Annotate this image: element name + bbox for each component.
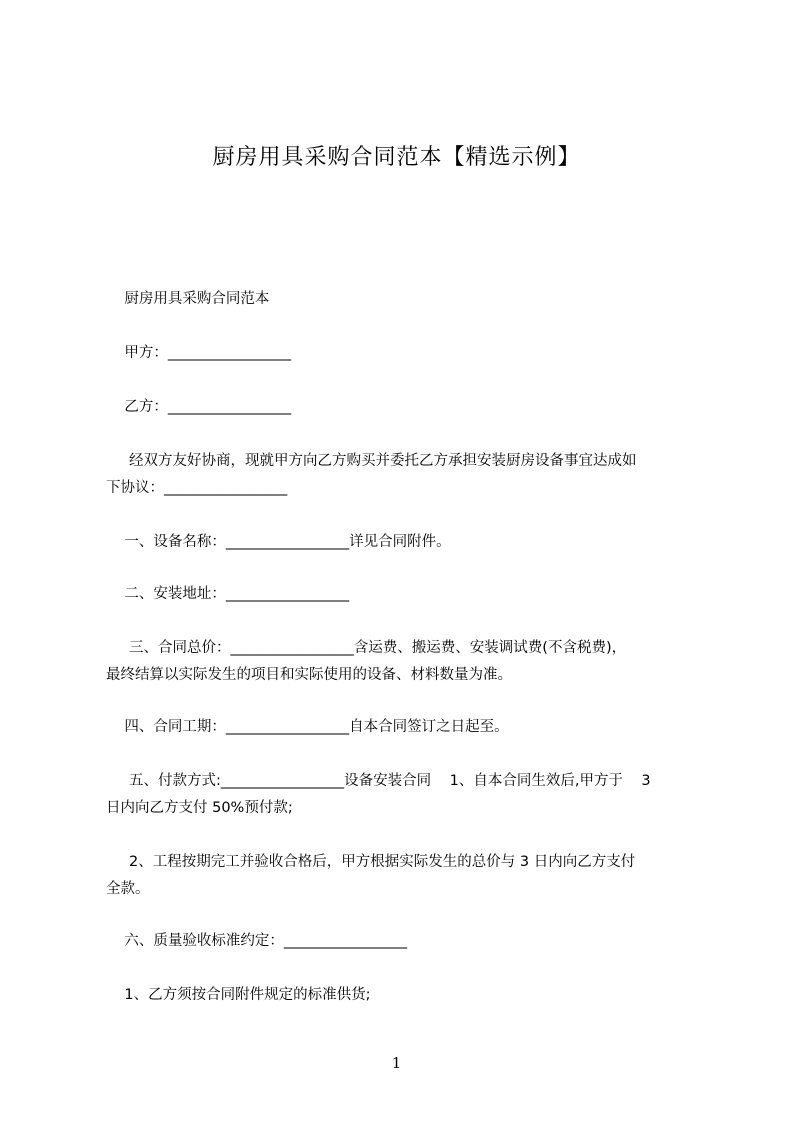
text-line: 五、付款方式:_________________设备安装合同 1、自本合同生效后,甲方于 3 [106,773,651,789]
text-line: 四、合同工期：_________________自本合同签订之日起至。 [106,719,509,735]
document-title: 厨房用具采购合同范本【精选示例】 [212,145,581,170]
text-line: 全款。 [106,881,150,897]
text-line: 1、乙方须按合同附件规定的标准供货; [106,987,371,1003]
page-number: 1 [391,1054,402,1072]
text-line: 二、安装地址：_________________ [106,586,350,602]
text-line: 经双方友好协商，现就甲方向乙方购买并委托乙方承担安装厨房设备事宜达成如 [106,453,637,469]
text-line: 厨房用具采购合同范本 [106,291,270,307]
text-line: 下协议：_________________ [106,480,288,496]
text-line: 三、合同总价：_________________含运费、搬运费、安装调试费(不含税费)， [106,640,627,656]
text-line: 乙方：_________________ [106,399,292,415]
text-line: 2、工程按期完工并验收合格后，甲方根据实际发生的总价与 3 日内向乙方支付 [106,854,636,870]
text-line: 甲方：_________________ [106,345,292,361]
text-line: 最终结算以实际发生的项目和实际使用的设备、材料数量为准。 [106,667,512,683]
text-line: 一、设备名称：_________________详见合同附件。 [106,534,451,550]
text-line: 日内向乙方支付 50%预付款; [106,800,293,816]
text-line: 六、质量验收标准约定：_________________ [106,933,408,949]
